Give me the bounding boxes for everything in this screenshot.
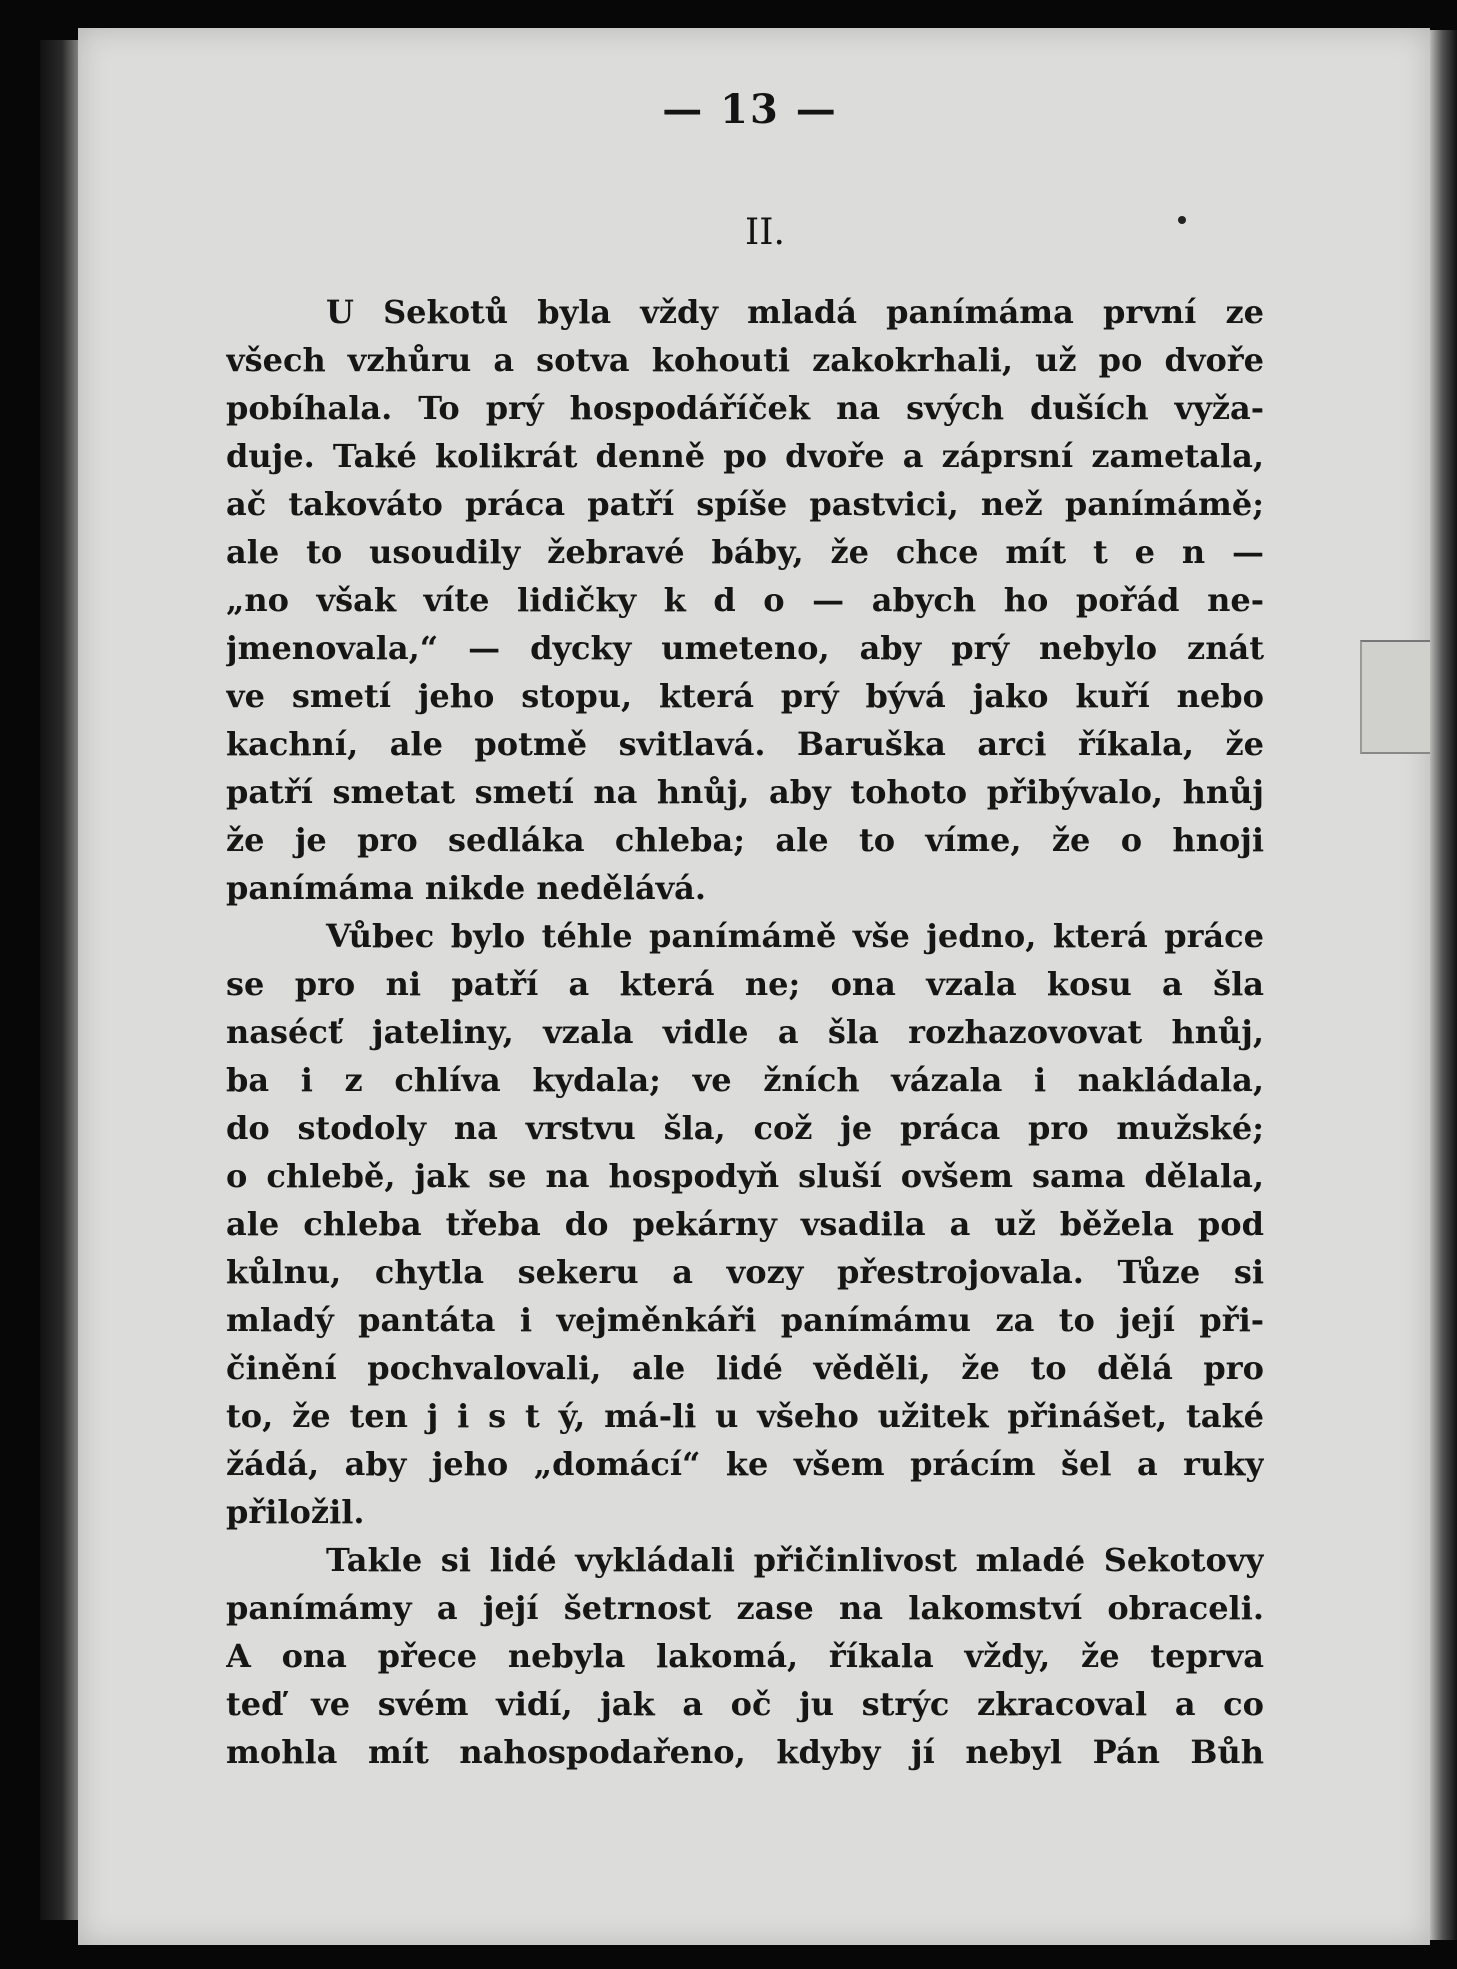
chapter-heading: II. bbox=[745, 212, 785, 253]
text-line: duje. Také kolikrát denně po dvoře a záprsní zametala, bbox=[226, 437, 1264, 475]
text-line: činění pochvalovali, ale lidé věděli, že to dělá pro bbox=[226, 1349, 1264, 1387]
text-line: do stodoly na vrstvu šla, což je práca pro mužské; bbox=[226, 1109, 1264, 1147]
ink-dot bbox=[1178, 216, 1186, 224]
text-line: pobíhala. To prý hospodáříček na svých duších vyža- bbox=[226, 389, 1264, 427]
text-line: mladý pantáta i vejměnkáři panímámu za to její při- bbox=[226, 1301, 1264, 1339]
text-line: kachní, ale potmě svitlavá. Baruška arci říkala, že bbox=[226, 725, 1264, 763]
text-line: Takle si lidé vykládali přičinlivost mladé Sekotovy bbox=[326, 1541, 1264, 1579]
page-tab-marker bbox=[1360, 640, 1430, 754]
page-number: — 13 — bbox=[662, 86, 838, 133]
text-line: kůlnu, chytla sekeru a vozy přestrojovala. Tůze si bbox=[226, 1253, 1264, 1291]
text-line: ve smetí jeho stopu, která prý bývá jako kuří nebo bbox=[226, 677, 1264, 715]
left-page-gutter bbox=[40, 40, 80, 1920]
text-line: panímáma nikde nedělává. bbox=[226, 869, 707, 907]
right-page-edge bbox=[1430, 30, 1457, 1940]
text-line: mohla mít nahospodařeno, kdyby jí nebyl Pán Bůh bbox=[226, 1733, 1264, 1771]
body-text bbox=[226, 288, 1264, 1776]
text-line: teď ve svém vidí, jak a oč ju strýc zkracoval a co bbox=[226, 1685, 1264, 1723]
text-line: jmenovala,“ — dycky umeteno, aby prý nebylo znát bbox=[226, 629, 1264, 667]
text-line: přiložil. bbox=[226, 1493, 365, 1531]
text-line: „no však víte lidičky k d o — abych ho pořád ne- bbox=[226, 581, 1264, 619]
text-line: všech vzhůru a sotva kohouti zakokrhali, už po dvoře bbox=[226, 341, 1264, 379]
text-line: U Sekotů byla vždy mladá panímáma první ze bbox=[326, 293, 1264, 331]
text-line: ba i z chlíva kydala; ve žních vázala i nakládala, bbox=[226, 1061, 1264, 1099]
text-line: se pro ni patří a která ne; ona vzala kosu a šla bbox=[226, 965, 1264, 1003]
text-line: ale chleba třeba do pekárny vsadila a už běžela pod bbox=[226, 1205, 1264, 1243]
text-line: ale to usoudily žebravé báby, že chce mít t e n — bbox=[226, 533, 1264, 571]
text-line: že je pro sedláka chleba; ale to víme, že o hnoji bbox=[226, 821, 1264, 859]
text-line: o chlebě, jak se na hospodyň sluší ovšem sama dělala, bbox=[226, 1157, 1264, 1195]
text-line: žádá, aby jeho „domácí“ ke všem prácím šel a ruky bbox=[226, 1445, 1264, 1483]
text-line: panímámy a její šetrnost zase na lakomství obraceli. bbox=[226, 1589, 1264, 1627]
text-line: to, že ten j i s t ý, má-li u všeho užitek přinášet, také bbox=[226, 1397, 1264, 1435]
text-line: ač takováto práca patří spíše pastvici, než panímámě; bbox=[226, 485, 1264, 523]
text-line: A ona přece nebyla lakomá, říkala vždy, že teprva bbox=[226, 1637, 1264, 1675]
text-line: patří smetat smetí na hnůj, aby tohoto přibývalo, hnůj bbox=[226, 773, 1264, 811]
text-line: Vůbec bylo téhle panímámě vše jedno, která práce bbox=[326, 917, 1264, 955]
text-line: nasécť jateliny, vzala vidle a šla rozhazovovat hnůj, bbox=[226, 1013, 1264, 1051]
